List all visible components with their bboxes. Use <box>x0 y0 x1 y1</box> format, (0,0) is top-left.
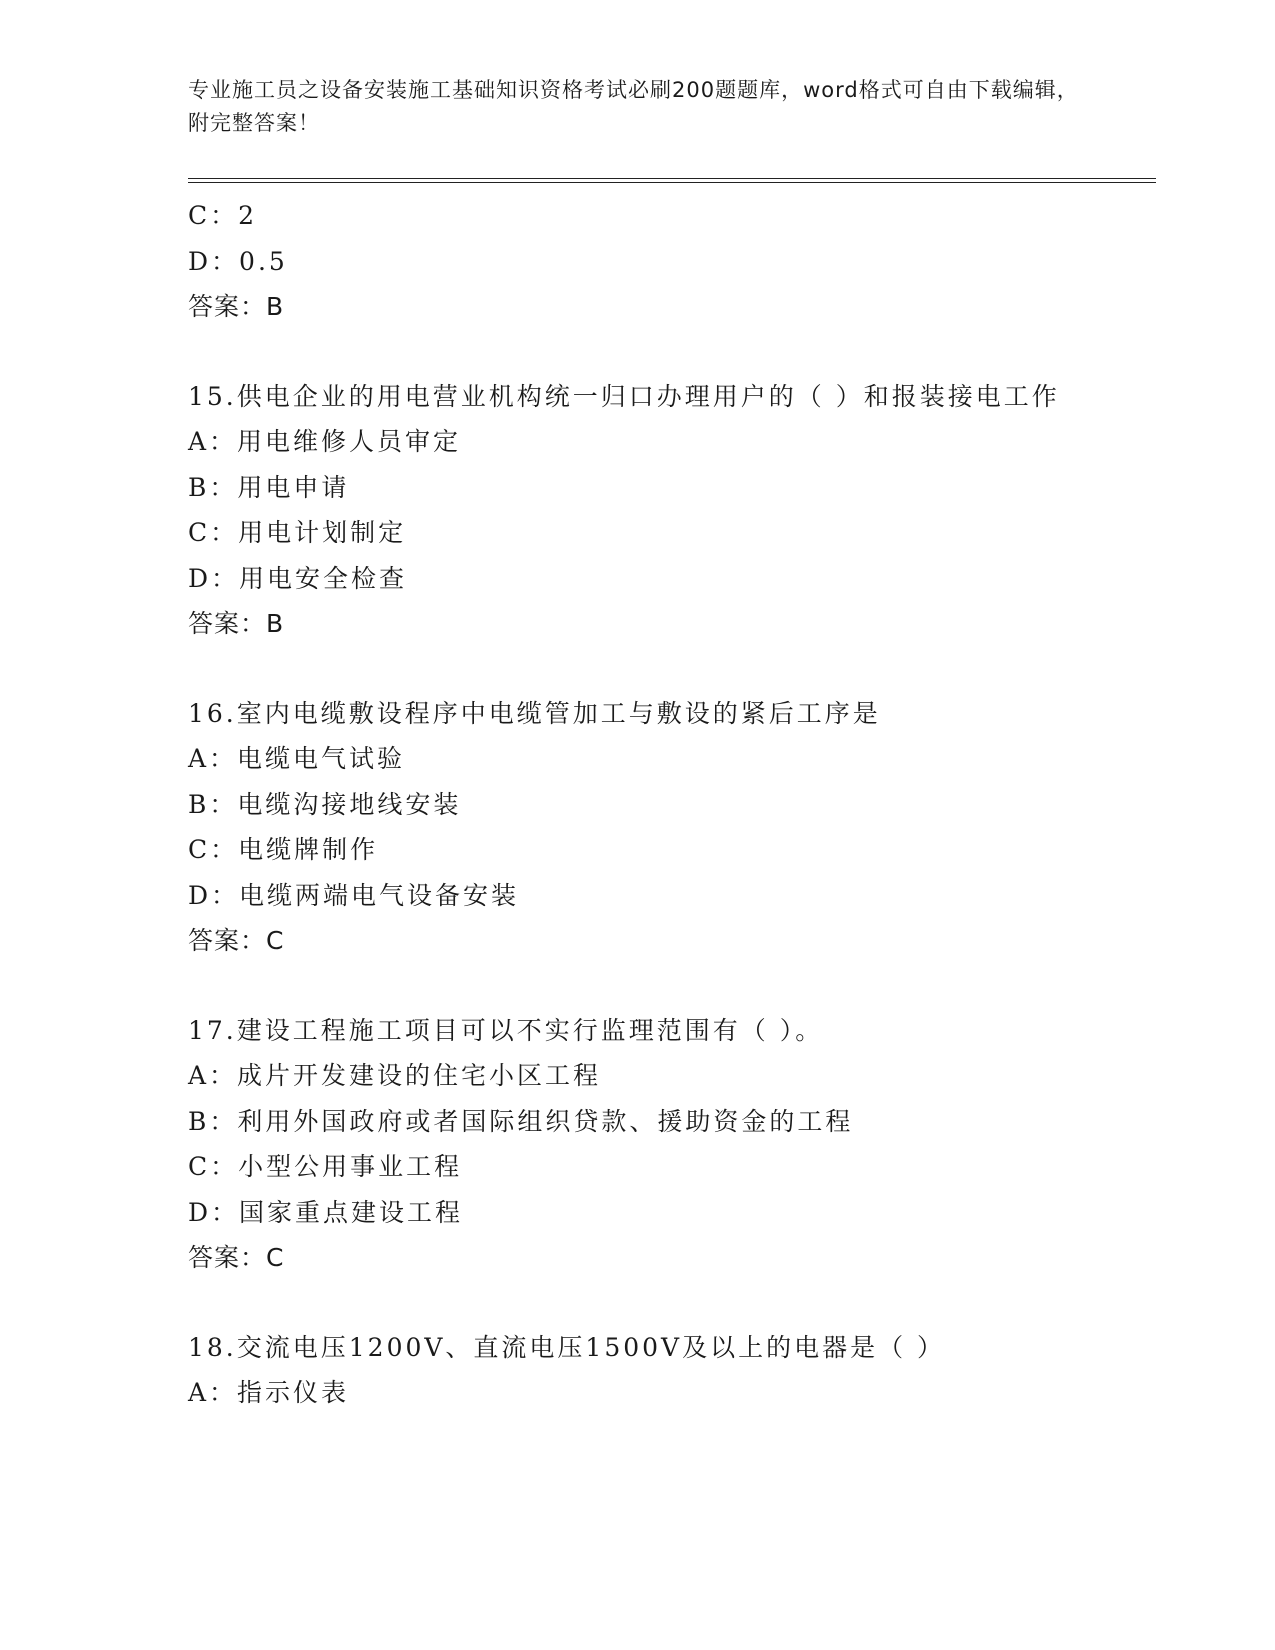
option-c: C：小型公用事业工程 <box>188 1152 463 1181</box>
question-15 <box>188 374 1068 647</box>
question-16 <box>188 691 1068 964</box>
page-header: 专业施工员之设备安装施工基础知识资格考试必刷200题题库，word格式可自由下载编辑，附完整答案！ <box>188 78 1079 135</box>
answer-label: 答案：B <box>188 609 285 638</box>
header-divider <box>188 178 1156 183</box>
answer-label: 答案：C <box>188 926 285 955</box>
option-b: B：电缆沟接地线安装 <box>188 789 462 819</box>
option-c: C：电缆牌制作 <box>188 835 379 864</box>
question-stem: 18.交流电压1200V、直流电压1500V及以上的电器是（ ） <box>188 1332 946 1362</box>
option-a: A：用电维修人员审定 <box>188 427 462 456</box>
question-18 <box>188 1325 1068 1416</box>
option-b: B：用电申请 <box>188 472 350 502</box>
option-a: A：成片开发建设的住宅小区工程 <box>188 1061 602 1090</box>
option-a: A：指示仪表 <box>188 1378 350 1407</box>
answer-label: 答案：C <box>188 1243 285 1272</box>
answer-label: 答案：B <box>188 292 285 321</box>
question-17 <box>188 1008 1068 1281</box>
previous-question <box>188 193 1068 330</box>
option-d: D：0.5 <box>188 246 288 276</box>
question-content <box>188 193 1068 1416</box>
question-stem: 15.供电企业的用电营业机构统一归口办理用户的（ ）和报装接电工作 <box>188 381 1060 411</box>
question-stem: 17.建设工程施工项目可以不实行监理范围有（ ）。 <box>188 1015 824 1045</box>
option-d: D：用电安全检查 <box>188 563 408 593</box>
option-b: B：利用外国政府或者国际组织贷款、援助资金的工程 <box>188 1106 854 1136</box>
option-d: D：国家重点建设工程 <box>188 1197 464 1227</box>
option-a: A：电缆电气试验 <box>188 744 406 773</box>
option-d: D：电缆两端电气设备安装 <box>188 880 520 910</box>
question-stem: 16.室内电缆敷设程序中电缆管加工与敷设的紧后工序是 <box>188 698 881 728</box>
option-c: C：2 <box>188 201 258 230</box>
option-c: C：用电计划制定 <box>188 518 407 547</box>
